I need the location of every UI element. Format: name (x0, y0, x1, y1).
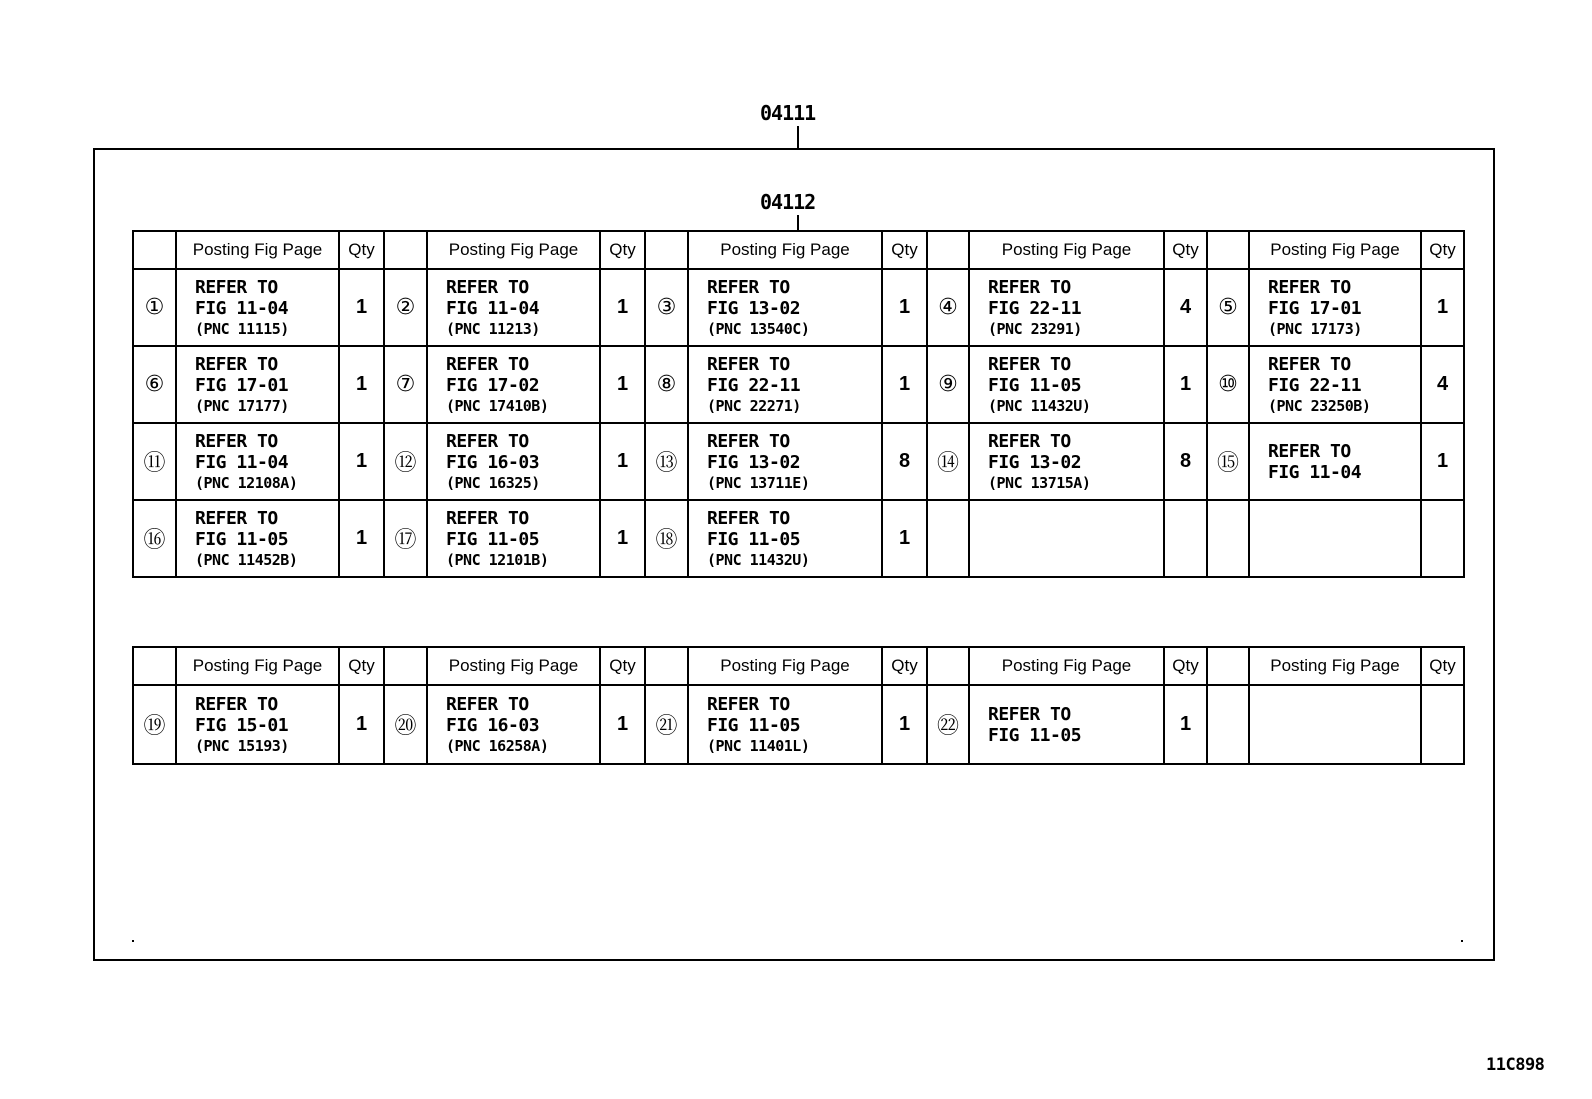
header-qty: Qty (600, 231, 645, 269)
reference-cell (427, 685, 600, 764)
reference-cell (688, 500, 882, 577)
fig-number: FIG 11-05 (707, 714, 801, 736)
pnc-number: (PNC 12101B) (446, 550, 549, 569)
fig-number: FIG 11-05 (195, 528, 289, 550)
refer-to-text: REFER TO (707, 276, 790, 298)
table-row (133, 346, 1464, 423)
quantity: 1 (1421, 423, 1464, 500)
quantity: 1 (600, 685, 645, 764)
refer-to-text: REFER TO (707, 353, 790, 375)
fig-number: FIG 13-02 (707, 451, 801, 473)
refer-to-text: REFER TO (1268, 276, 1351, 298)
leader-line (797, 126, 799, 148)
fig-number: FIG 11-05 (446, 528, 540, 550)
reference-cell (688, 685, 882, 764)
pnc-number: (PNC 15193) (195, 736, 289, 755)
callout-number: ④ (927, 269, 969, 346)
fig-number: FIG 11-05 (707, 528, 801, 550)
pnc-number: (PNC 22271) (707, 396, 801, 415)
callout-number (1207, 500, 1249, 577)
refer-to-text: REFER TO (707, 507, 790, 529)
pnc-number: (PNC 17173) (1268, 319, 1362, 338)
header-num (384, 647, 427, 685)
header-posting: Posting Fig Page (176, 231, 339, 269)
header-posting: Posting Fig Page (969, 231, 1164, 269)
header-posting: Posting Fig Page (969, 647, 1164, 685)
reference-cell (427, 269, 600, 346)
header-posting: Posting Fig Page (1249, 231, 1421, 269)
reference-cell (969, 500, 1164, 577)
header-qty: Qty (882, 647, 927, 685)
callout-number: ⑦ (384, 346, 427, 423)
reference-cell (688, 269, 882, 346)
refer-to-text: REFER TO (446, 430, 529, 452)
reference-cell (688, 423, 882, 500)
pnc-number: (PNC 16325) (446, 473, 540, 492)
reference-cell (1249, 423, 1421, 500)
header-num (1207, 647, 1249, 685)
diagram-code: 11C898 (1486, 1055, 1545, 1075)
quantity: 1 (600, 346, 645, 423)
quantity: 1 (339, 346, 384, 423)
quantity (1421, 500, 1464, 577)
refer-to-text: REFER TO (446, 507, 529, 529)
reference-cell (176, 269, 339, 346)
header-num (645, 231, 688, 269)
header-num (927, 231, 969, 269)
reference-cell (176, 346, 339, 423)
callout-number: ⑪ (133, 423, 176, 500)
quantity: 1 (339, 685, 384, 764)
diagram-label-04111: 04111 (760, 101, 816, 125)
quantity (1164, 500, 1207, 577)
reference-cell (176, 685, 339, 764)
header-qty: Qty (339, 231, 384, 269)
header-num (645, 647, 688, 685)
quantity: 1 (339, 500, 384, 577)
refer-to-text: REFER TO (195, 507, 278, 529)
quantity: 4 (1164, 269, 1207, 346)
callout-number: ⑭ (927, 423, 969, 500)
reference-cell (969, 423, 1164, 500)
fig-number: FIG 11-04 (446, 297, 540, 319)
callout-number (927, 500, 969, 577)
refer-to-text: REFER TO (195, 430, 278, 452)
pnc-number: (PNC 11432U) (707, 550, 810, 569)
callout-number: ⑫ (384, 423, 427, 500)
fig-number: FIG 11-04 (195, 297, 289, 319)
header-qty: Qty (1164, 647, 1207, 685)
reference-table-2 (132, 646, 1465, 765)
reference-cell (176, 500, 339, 577)
header-qty: Qty (1164, 231, 1207, 269)
fig-number: FIG 17-01 (195, 374, 289, 396)
quantity: 1 (339, 423, 384, 500)
fig-number: FIG 16-03 (446, 451, 540, 473)
header-posting: Posting Fig Page (427, 231, 600, 269)
fig-number: FIG 13-02 (707, 297, 801, 319)
callout-number: ⑯ (133, 500, 176, 577)
leader-line (797, 215, 799, 231)
refer-to-text: REFER TO (988, 430, 1071, 452)
fig-number: FIG 11-05 (988, 374, 1082, 396)
refer-to-text: REFER TO (195, 693, 278, 715)
corner-mark (1461, 940, 1463, 942)
fig-number: FIG 16-03 (446, 714, 540, 736)
reference-cell (1249, 500, 1421, 577)
refer-to-text: REFER TO (195, 276, 278, 298)
fig-number: FIG 13-02 (988, 451, 1082, 473)
callout-number: ⑰ (384, 500, 427, 577)
callout-number: ⑥ (133, 346, 176, 423)
refer-to-text: REFER TO (707, 693, 790, 715)
table-header-row (133, 231, 1464, 269)
quantity: 8 (1164, 423, 1207, 500)
quantity: 1 (882, 500, 927, 577)
callout-number: ⑱ (645, 500, 688, 577)
refer-to-text: REFER TO (988, 703, 1071, 725)
reference-cell (176, 423, 339, 500)
header-posting: Posting Fig Page (176, 647, 339, 685)
pnc-number: (PNC 16258A) (446, 736, 549, 755)
quantity: 1 (600, 423, 645, 500)
callout-number: ⑳ (384, 685, 427, 764)
callout-number: ⑨ (927, 346, 969, 423)
reference-cell (427, 423, 600, 500)
header-qty: Qty (1421, 231, 1464, 269)
callout-number: ⑲ (133, 685, 176, 764)
callout-number: ㉒ (927, 685, 969, 764)
header-num (927, 647, 969, 685)
quantity: 1 (1421, 269, 1464, 346)
callout-number: ⑩ (1207, 346, 1249, 423)
pnc-number: (PNC 23250B) (1268, 396, 1371, 415)
pnc-number: (PNC 23291) (988, 319, 1082, 338)
pnc-number: (PNC 11115) (195, 319, 289, 338)
header-num (133, 647, 176, 685)
pnc-number: (PNC 11452B) (195, 550, 298, 569)
fig-number: FIG 22-11 (988, 297, 1082, 319)
pnc-number: (PNC 12108A) (195, 473, 298, 492)
pnc-number: (PNC 13540C) (707, 319, 810, 338)
pnc-number: (PNC 17177) (195, 396, 289, 415)
quantity: 1 (600, 500, 645, 577)
table-row (133, 423, 1464, 500)
callout-number: ⑬ (645, 423, 688, 500)
refer-to-text: REFER TO (707, 430, 790, 452)
table-header-row (133, 647, 1464, 685)
quantity: 1 (882, 685, 927, 764)
header-qty: Qty (339, 647, 384, 685)
refer-to-text: REFER TO (195, 353, 278, 375)
refer-to-text: REFER TO (988, 353, 1071, 375)
refer-to-text: REFER TO (446, 693, 529, 715)
diagram-label-04112: 04112 (760, 190, 816, 214)
quantity (1421, 685, 1464, 764)
table-row (133, 269, 1464, 346)
header-qty: Qty (600, 647, 645, 685)
fig-number: FIG 11-04 (1268, 461, 1362, 483)
callout-number (1207, 685, 1249, 764)
quantity: 8 (882, 423, 927, 500)
fig-number: FIG 22-11 (707, 374, 801, 396)
reference-cell (969, 685, 1164, 764)
header-posting: Posting Fig Page (1249, 647, 1421, 685)
corner-mark (132, 940, 134, 942)
reference-cell (1249, 269, 1421, 346)
refer-to-text: REFER TO (988, 276, 1071, 298)
quantity: 1 (1164, 685, 1207, 764)
callout-number: ㉑ (645, 685, 688, 764)
quantity: 1 (600, 269, 645, 346)
header-num (1207, 231, 1249, 269)
header-posting: Posting Fig Page (688, 231, 882, 269)
fig-number: FIG 17-01 (1268, 297, 1362, 319)
refer-to-text: REFER TO (1268, 440, 1351, 462)
pnc-number: (PNC 11432U) (988, 396, 1091, 415)
header-qty: Qty (1421, 647, 1464, 685)
reference-cell (688, 346, 882, 423)
reference-cell (427, 500, 600, 577)
refer-to-text: REFER TO (446, 276, 529, 298)
reference-cell (969, 269, 1164, 346)
reference-cell (969, 346, 1164, 423)
refer-to-text: REFER TO (1268, 353, 1351, 375)
pnc-number: (PNC 13711E) (707, 473, 810, 492)
reference-cell (1249, 346, 1421, 423)
reference-cell (1249, 685, 1421, 764)
reference-table-1 (132, 230, 1465, 578)
quantity: 1 (882, 346, 927, 423)
pnc-number: (PNC 11213) (446, 319, 540, 338)
quantity: 1 (882, 269, 927, 346)
refer-to-text: REFER TO (446, 353, 529, 375)
reference-cell (427, 346, 600, 423)
header-posting: Posting Fig Page (688, 647, 882, 685)
table-row (133, 500, 1464, 577)
callout-number: ② (384, 269, 427, 346)
table-row (133, 685, 1464, 764)
callout-number: ⑤ (1207, 269, 1249, 346)
callout-number: ① (133, 269, 176, 346)
header-qty: Qty (882, 231, 927, 269)
pnc-number: (PNC 17410B) (446, 396, 549, 415)
fig-number: FIG 22-11 (1268, 374, 1362, 396)
pnc-number: (PNC 11401L) (707, 736, 810, 755)
header-num (133, 231, 176, 269)
fig-number: FIG 15-01 (195, 714, 289, 736)
header-num (384, 231, 427, 269)
pnc-number: (PNC 13715A) (988, 473, 1091, 492)
callout-number: ⑮ (1207, 423, 1249, 500)
callout-number: ③ (645, 269, 688, 346)
quantity: 1 (339, 269, 384, 346)
fig-number: FIG 17-02 (446, 374, 540, 396)
callout-number: ⑧ (645, 346, 688, 423)
quantity: 1 (1164, 346, 1207, 423)
header-posting: Posting Fig Page (427, 647, 600, 685)
quantity: 4 (1421, 346, 1464, 423)
fig-number: FIG 11-05 (988, 724, 1082, 746)
fig-number: FIG 11-04 (195, 451, 289, 473)
